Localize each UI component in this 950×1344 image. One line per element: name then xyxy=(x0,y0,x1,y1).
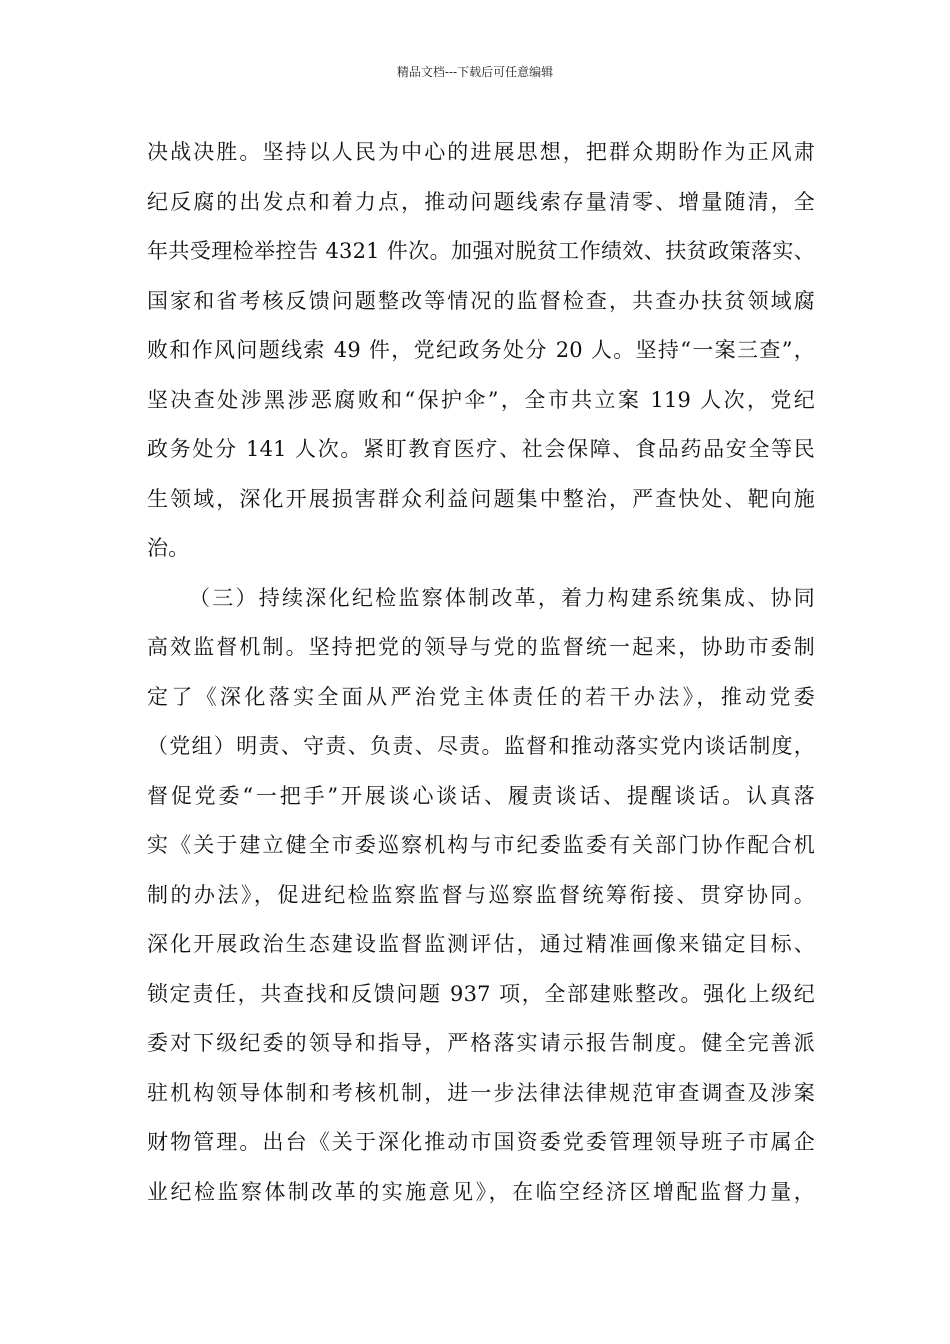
text-line: 锁定责任，共查找和反馈问题 937 项，全部建账整改。强化上级纪 xyxy=(147,981,815,1006)
text-line: 财物管理。出台《关于深化推动市国资委党委管理领导班子市属企 xyxy=(147,1130,815,1154)
text-line: 委对下级纪委的领导和指导，严格落实请示报告制度。健全完善派 xyxy=(147,1031,815,1055)
document-body xyxy=(147,132,815,1221)
text-line: 深化开展政治生态建设监督监测评估，通过精准画像来锚定目标、 xyxy=(147,932,815,956)
text-line: 督促党委“一把手”开展谈心谈话、履责谈话、提醒谈话。认真落 xyxy=(147,783,815,808)
paragraph-heading-line: （三）持续深化纪检监察体制改革，着力构建系统集成、协同 xyxy=(189,585,815,610)
text-line: 纪反腐的出发点和着力点，推动问题线索存量清零、增量随清，全 xyxy=(147,189,815,214)
text-line: 坚决查处涉黑涉恶腐败和“保护伞”，全市共立案 119 人次，党纪 xyxy=(147,387,815,412)
text-line: 驻机构领导体制和考核机制，进一步法律法律规范审查调查及涉案 xyxy=(147,1080,815,1105)
text-line: 制的办法》，促进纪检监察监督与巡察监督统筹衔接、贯穿协同。 xyxy=(147,882,815,907)
text-line: 业纪检监察体制改革的实施意见》，在临空经济区增配监督力量， xyxy=(147,1179,815,1204)
text-line: 年共受理检举控告 4321 件次。加强对脱贫工作绩效、扶贫政策落实、 xyxy=(147,239,815,263)
text-line: （党组）明责、守责、负责、尽责。监督和推动落实党内谈话制度， xyxy=(147,734,815,758)
page-header: 精品文档---下载后可任意编辑 xyxy=(396,65,554,79)
text-line: 败和作风问题线索 49 件，党纪政务处分 20 人。坚持“一案三查”， xyxy=(147,338,815,362)
text-line: 治。 xyxy=(147,536,190,560)
text-line: 生领域，深化开展损害群众利益问题集中整治，严查快处、靶向施 xyxy=(147,486,815,511)
text-line: 实《关于建立健全市委巡察机构与市纪委监委有关部门协作配合机 xyxy=(147,833,815,857)
text-line: 定了《深化落实全面从严治党主体责任的若干办法》，推动党委 xyxy=(147,684,815,709)
text-line: 政务处分 141 人次。紧盯教育医疗、社会保障、食品药品安全等民 xyxy=(147,437,815,461)
text-line: 决战决胜。坚持以人民为中心的进展思想，把群众期盼作为正风肃 xyxy=(147,140,815,164)
text-line: 国家和省考核反馈问题整改等情况的监督检查，共查办扶贫领域腐 xyxy=(147,288,815,313)
text-line: 高效监督机制。坚持把党的领导与党的监督统一起来，协助市委制 xyxy=(147,635,815,659)
